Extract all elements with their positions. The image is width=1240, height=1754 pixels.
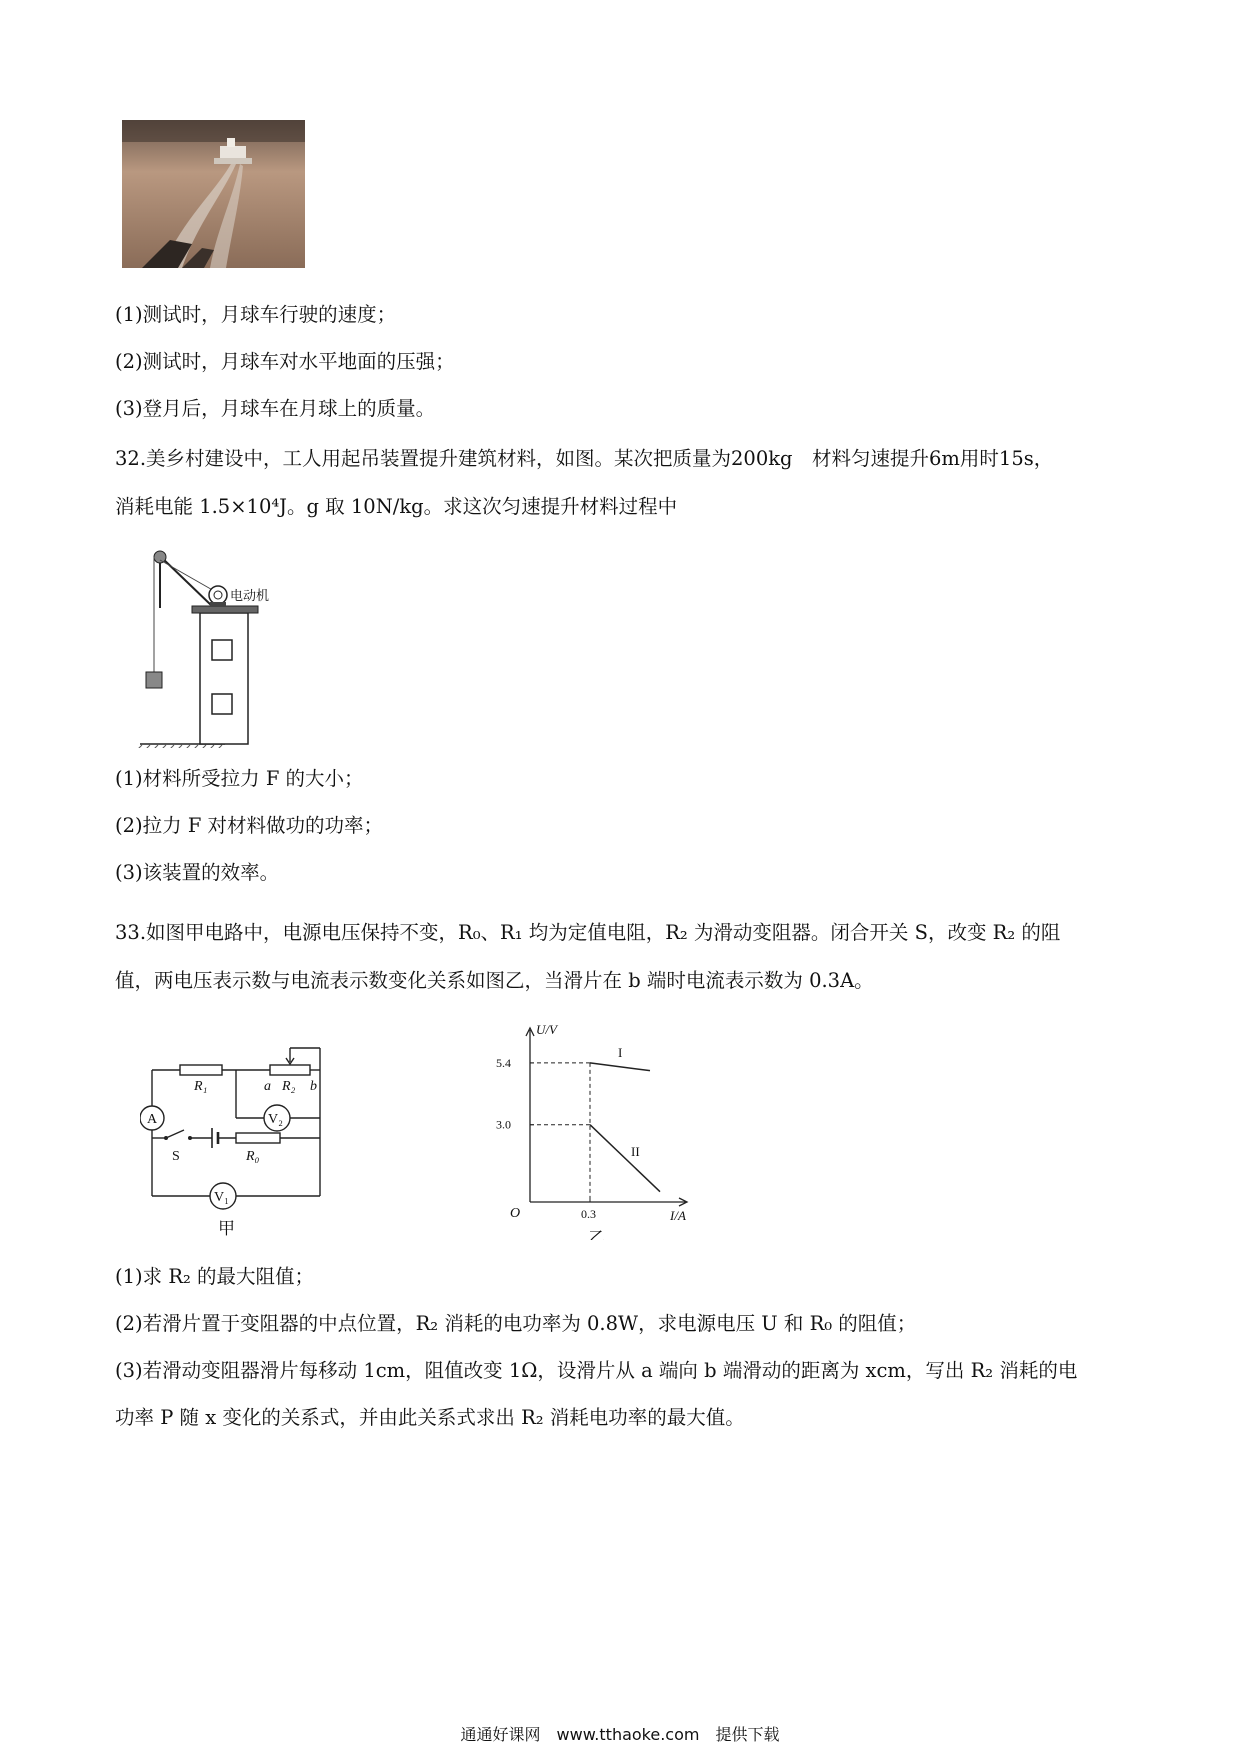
ui-graph <box>480 1020 720 1244</box>
series-label-0: I <box>618 1044 623 1060</box>
x-tick-label-0: 0.3 <box>581 1207 596 1221</box>
x-axis-label: I/A <box>670 1208 686 1223</box>
series-label-1: II <box>631 1144 640 1160</box>
circuit-diagram <box>140 1040 340 1244</box>
q33-item-3a: (3)若滑动变阻器滑片每移动 1cm，阻值改变 1Ω，设滑片从 a 端向 b 端滑动的距离为 xcm，写出 R₂ 消耗的电 <box>115 1359 1078 1382</box>
b-label: b <box>310 1079 317 1094</box>
circuit-caption: 甲 <box>218 1219 235 1239</box>
graph-caption: 乙 <box>588 1229 605 1240</box>
q32-item-3: (3)该装置的效率。 <box>115 861 280 884</box>
series-line-1 <box>590 1125 660 1192</box>
q33-stem-line2: 值，两电压表示数与电流表示数变化关系如图乙，当滑片在 b 端时电流表示数为 0.3A。 <box>115 969 874 992</box>
origin-label: O <box>510 1206 521 1221</box>
y-axis-label: U/V <box>536 1022 557 1037</box>
lunar-rover-photo <box>122 120 305 268</box>
q32-stem-line1: 32.美乡村建设中，工人用起吊装置提升建筑材料，如图。某次把质量为200kg 材料匀速提升6m用时15s， <box>115 447 1054 470</box>
page-footer: 通通好课网 www.tthaoke.com 提供下载 <box>460 1725 780 1744</box>
r1-label: R₁ <box>194 1079 208 1094</box>
q33-item-2: (2)若滑片置于变阻器的中点位置，R₂ 消耗的电功率为 0.8W，求电源电压 U 和 R₀ 的阻值； <box>115 1312 917 1335</box>
q31-item-2: (2)测试时，月球车对水平地面的压强； <box>115 350 455 373</box>
a-label: a <box>264 1079 271 1094</box>
q32-item-1: (1)材料所受拉力 F 的大小； <box>115 767 364 790</box>
r2-label: R₂ <box>282 1079 296 1094</box>
q31-item-3: (3)登月后，月球车在月球上的质量。 <box>115 397 436 420</box>
ammeter-label: A <box>147 1112 158 1127</box>
q33-item-1: (1)求 R₂ 的最大阻值； <box>115 1265 315 1288</box>
q32-item-2: (2)拉力 F 对材料做功的功率； <box>115 814 384 837</box>
switch-label: S <box>172 1149 180 1164</box>
series-line-0 <box>590 1063 650 1071</box>
q32-stem-line2: 消耗电能 1.5×10⁴J。g 取 10N/kg。求这次匀速提升材料过程中 <box>115 495 678 518</box>
v1-label: V₁ <box>214 1190 229 1205</box>
crane-figure <box>130 548 310 752</box>
q33-stem-line1: 33.如图甲电路中，电源电压保持不变，R₀、R₁ 均为定值电阻，R₂ 为滑动变阻器。闭合开关 S，改变 R₂ 的阻 <box>115 921 1061 944</box>
y-tick-label-1: 5.4 <box>496 1055 511 1070</box>
motor-label: 电动机 <box>230 589 270 604</box>
q31-item-1: (1)测试时，月球车行驶的速度； <box>115 303 397 326</box>
r0-label: R₀ <box>246 1149 260 1164</box>
q33-item-3b: 功率 P 随 x 变化的关系式，并由此关系式求出 R₂ 消耗电功率的最大值。 <box>115 1406 745 1429</box>
y-tick-label-0: 3.0 <box>496 1117 511 1132</box>
v2-label: V₂ <box>268 1112 283 1127</box>
